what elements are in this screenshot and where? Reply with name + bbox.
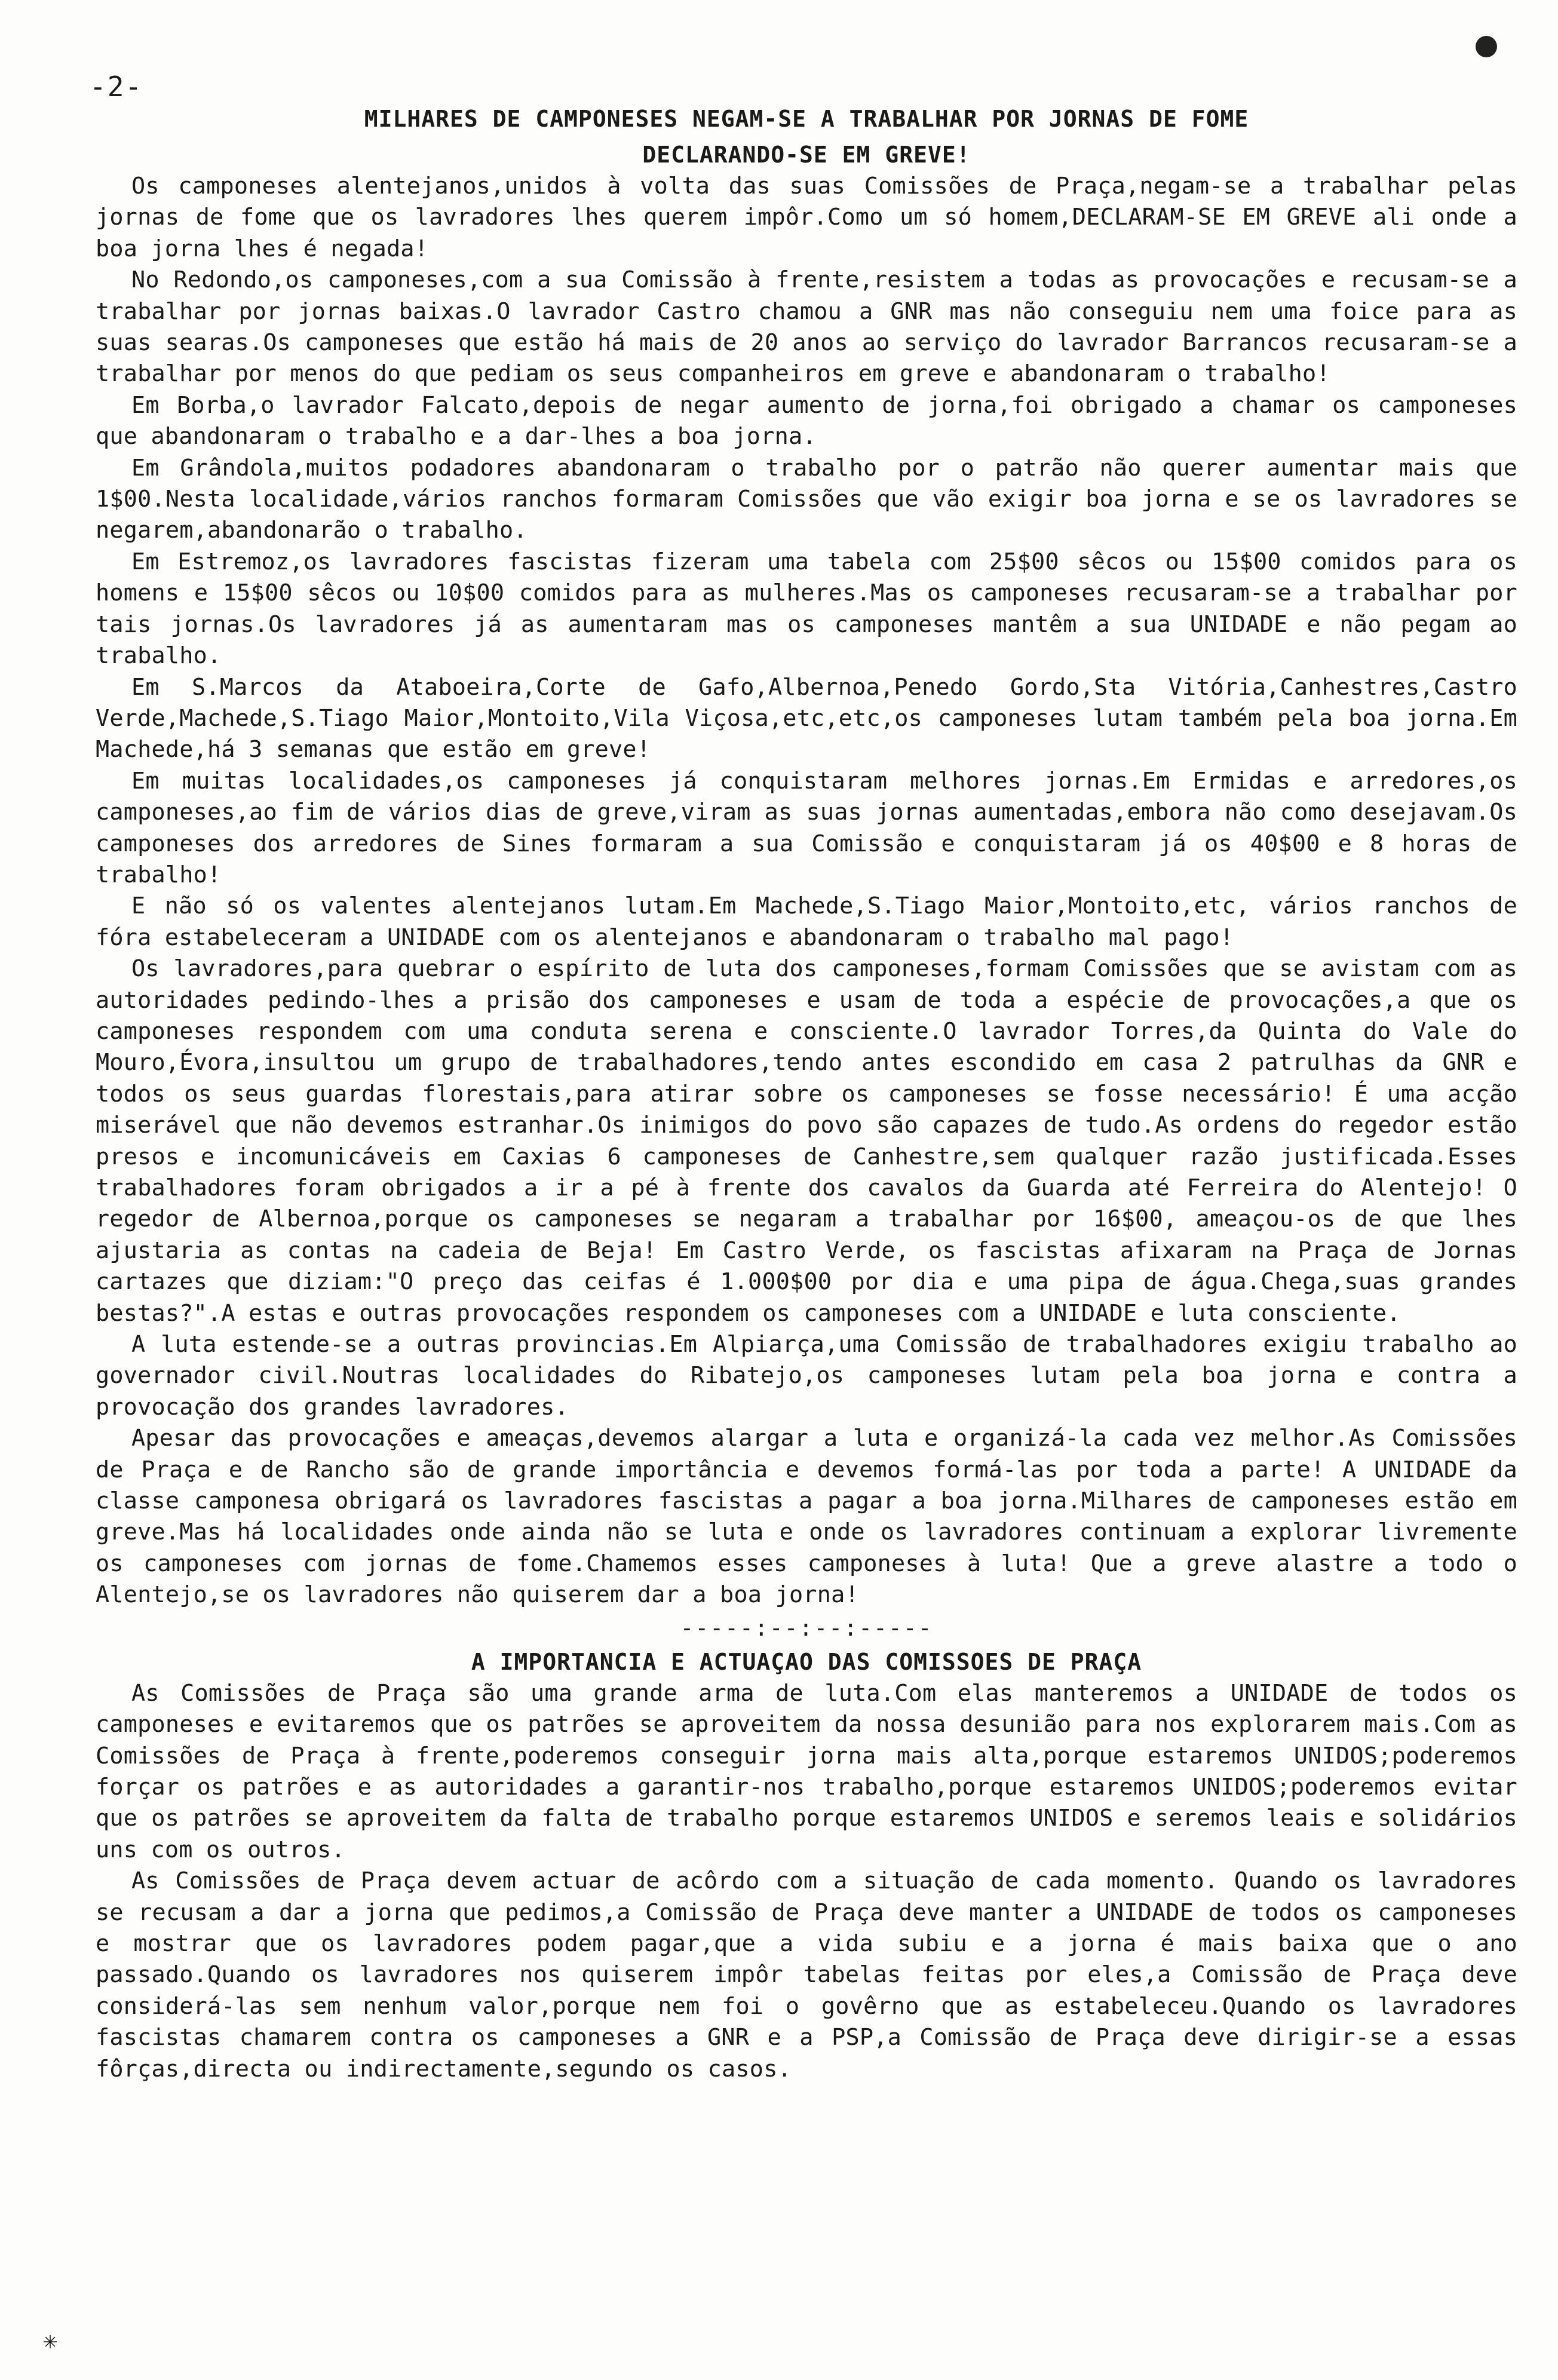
paragraph: Em muitas localidades,os camponeses já conquistaram melhores jornas.Em Ermidas e arredores,os camponeses,ao fim de vários dias de greve,viram as suas jornas aumentadas,embora não como desejavam.Os camponeses dos arredores de Sines formaram a sua Comissão e conquistaram já os 40$00 e 8 horas de trabalho! xyxy=(96,767,1517,888)
section1-title-line2: DECLARANDO-SE EM GREVE! xyxy=(642,142,971,168)
paragraph: As Comissões de Praça devem actuar de acôrdo com a situação de cada momento. Quando os lavradores se recusam a dar a jorna que pedimos,a Comissão de Praça deve manter a UNIDADE de todos os camponeses e mostrar que os lavradores podem pagar,que a vida subiu e a jorna é mais baixa que o ano passado.Quando os lavradores nos quiserem impôr tabelas feitas por eles,a Comissão de Praça deve considerá-las sem nenhum valor,porque nem foi o govêrno que as estabeleceu.Quando os lavradores fascistas chamarem contra os camponeses a GNR e a PSP,a Comissão de Praça deve dirigir-se a essas fôrças,directa ou indirectamente,segundo os casos. xyxy=(96,1867,1517,2082)
paragraph: No Redondo,os camponeses,com a sua Comissão à frente,resistem a todas as provocações e recusam-se a trabalhar por jornas baixas.O lavrador Castro chamou a GNR mas não conseguiu nem uma foice para as suas searas.Os camponeses que estão há mais de 20 anos ao serviço do lavrador Barrancos recusaram-se a trabalhar por menos do que pediam os seus companheiros em greve e abandonaram o trabalho! xyxy=(96,266,1517,388)
paragraph: Os camponeses alentejanos,unidos à volta das suas Comissões de Praça,negam-se a trabalhar pelas jornas de fome que os lavradores lhes querem impôr.Como um só homem,DECLARAM-SE EM GREVE ali onde a boa jorna lhes é negada! xyxy=(96,173,1517,262)
section-separator: -----:--:--:----- xyxy=(680,1614,933,1641)
paragraph: Em Estremoz,os lavradores fascistas fizeram uma tabela com 25$00 sêcos ou 15$00 comidos para os homens e 15$00 sêcos ou 10$00 comidos para as mulheres.Mas os camponeses recusaram-se a trabalhar por tais jornas.Os lavradores já as aumentaram mas os camponeses mantêm a sua UNIDADE e não pegam ao trabalho. xyxy=(96,548,1517,670)
paragraph: A luta estende-se a outras provincias.Em Alpiarça,uma Comissão de trabalhadores exigiu trabalho ao governador civil.Noutras localidades do Ribatejo,os camponeses lutam pela boa jorna e contra a provocação dos grandes lavradores. xyxy=(96,1331,1517,1421)
document-body xyxy=(96,103,1517,2085)
paragraph: Em Grândola,muitos podadores abandonaram o trabalho por o patrão não querer aumentar mais que 1$00.Nesta localidade,vários ranchos formaram Comissões que vão exigir boa jorna e se os lavradores se negarem,abandonarão o trabalho. xyxy=(96,454,1517,544)
paragraph: As Comissões de Praça são uma grande arma de luta.Com elas manteremos a UNIDADE de todos os camponeses e evitaremos que os patrões se aproveitem da nossa desunião para nos explorarem mais.Com as Comissões de Praça à frente,poderemos conseguir jorna mais alta,porque estaremos UNIDOS;poderemos forçar os patrões e as autoridades a garantir-nos trabalho,porque estaremos UNIDOS;poderemos evitar que os patrões se aproveitem da falta de trabalho porque estaremos UNIDOS e seremos leais e solidários uns com os outros. xyxy=(96,1679,1517,1863)
page-number: -2- xyxy=(90,70,143,103)
section1-body xyxy=(96,171,1517,1611)
margin-mark-icon: ✳ xyxy=(43,2327,58,2354)
paragraph: Em Borba,o lavrador Falcato,depois de negar aumento de jorna,foi obrigado a chamar os camponeses que abandonaram o trabalho e a dar-lhes a boa jorna. xyxy=(96,391,1517,450)
paragraph: Em S.Marcos da Ataboeira,Corte de Gafo,Albernoa,Penedo Gordo,Sta Vitória,Canhestres,Castro Verde,Machede,S.Tiago Maior,Montoito,Vila Viçosa,etc,etc,os camponeses lutam também pela boa jorna.Em Machede,há 3 semanas que estão em greve! xyxy=(96,673,1517,763)
paragraph: E não só os valentes alentejanos lutam.Em Machede,S.Tiago Maior,Montoito,etc, vários ranchos de fóra estabeleceram a UNIDADE com os alentejanos e abandonaram o trabalho mal pago! xyxy=(96,892,1517,951)
paragraph: Apesar das provocações e ameaças,devemos alargar a luta e organizá-la cada vez melhor.As Comissões de Praça e de Rancho são de grande importância e devemos formá-las por toda a parte! A UNIDADE da classe camponesa obrigará os lavradores fascistas a pagar a boa jorna.Milhares de camponeses estão em greve.Mas há localidades onde ainda não se luta e onde os lavradores continuam a explorar livremente os camponeses com jornas de fome.Chamemos esses camponeses à luta! Que a greve alastre a todo o Alentejo,se os lavradores não quiserem dar a boa jorna! xyxy=(96,1425,1517,1609)
section1-title-line1: MILHARES DE CAMPONESES NEGAM-SE A TRABALHAR POR JORNAS DE FOME xyxy=(364,106,1249,132)
section2-body xyxy=(96,1678,1517,2085)
ink-spot-mark xyxy=(1476,36,1497,57)
section2-title: A IMPORTANCIA E ACTUAÇAO DAS COMISSOES DE PRAÇA xyxy=(471,1648,1142,1675)
paragraph: Os lavradores,para quebrar o espírito de luta dos camponeses,formam Comissões que se avistam com as autoridades pedindo-lhes a prisão dos camponeses e usam de toda a espécie de provocações,a que os camponeses respondem com uma conduta serena e consciente.O lavrador Torres,da Quinta do Vale do Mouro,Évora,insultou um grupo de trabalhadores,tendo antes escondido em casa 2 patrulhas da GNR e todos os seus guardas florestais,para atirar sobre os camponeses se fosse necessário! É uma acção miserável que não devemos estranhar.Os inimigos do povo são capazes de tudo.As ordens do regedor estão presos e incomunicáveis em Caxias 6 camponeses de Canhestre,sem qualquer razão justificada.Esses trabalhadores foram obrigados a ir a pé à frente dos cavalos da Guarda até Ferreira do Alentejo! O regedor de Albernoa,porque os camponeses se negaram a trabalhar por 16$00, ameaçou-os de que lhes ajustaria as contas na cadeia de Beja! Em Castro Verde, os fascistas afixaram na Praça de Jornas cartazes que diziam:"O preço das ceifas é 1.000$00 por dia e uma pipa de água.Chega,suas grandes bestas?".A estas e outras provocações respondem os camponeses com a UNIDADE e luta consciente. xyxy=(96,955,1517,1327)
